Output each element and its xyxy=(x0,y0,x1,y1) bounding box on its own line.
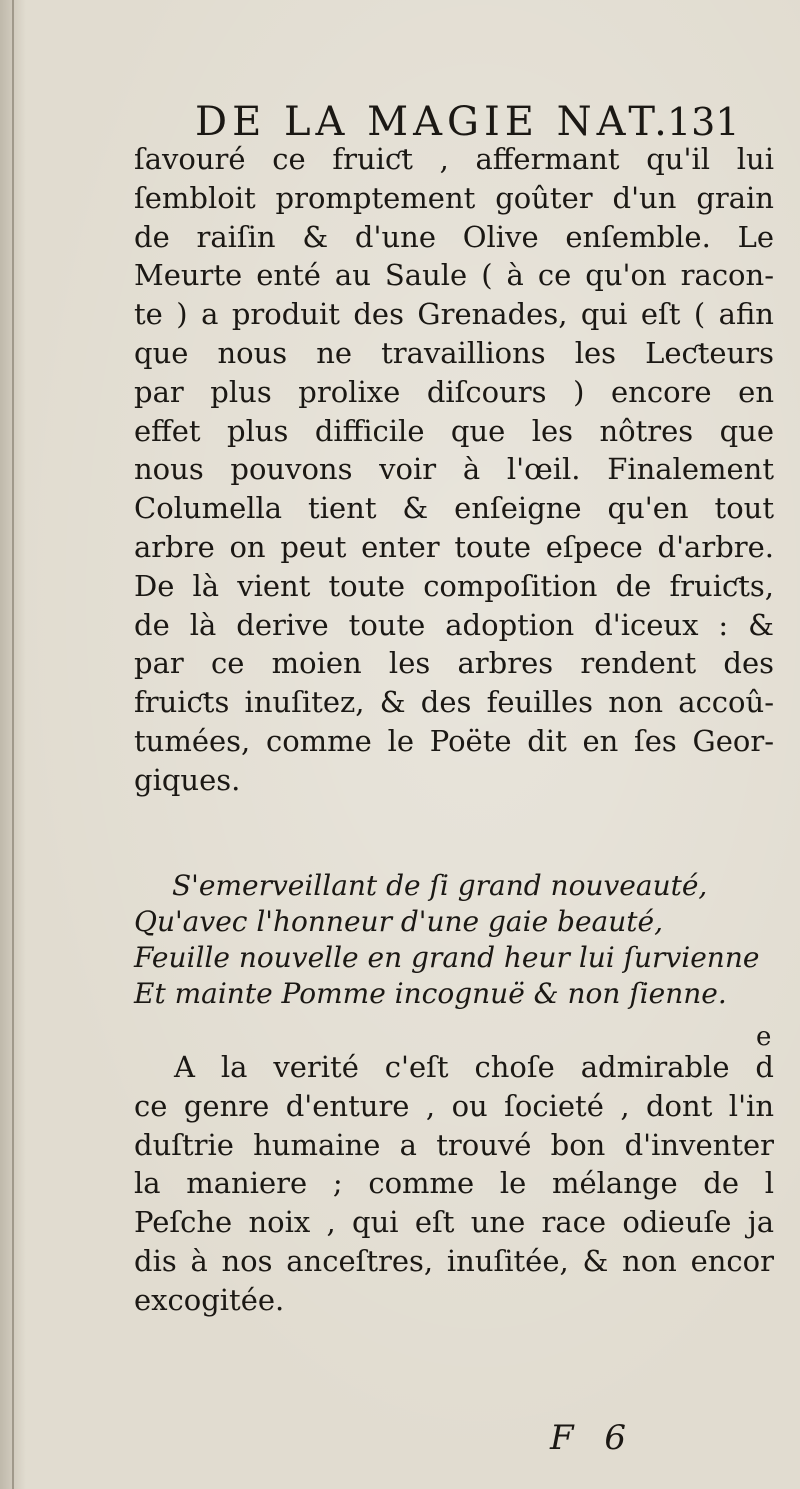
verse-quotation xyxy=(134,868,774,1012)
text-line: duſtrie humaine a trouvé bon d'inventer xyxy=(134,1127,774,1162)
text-line: par ce moien les arbres rendent des xyxy=(134,646,774,681)
text-line: Columella tient & enſeigne qu'en tout xyxy=(134,491,774,526)
page-number: 131 xyxy=(667,100,740,144)
text-line: que nous ne travaillions les Leƈteurs xyxy=(134,335,774,370)
text-line: arbre on peut enter toute eſpece d'arbre. xyxy=(134,529,774,564)
text-line: la maniere ; comme le mélange de l xyxy=(134,1166,774,1201)
text-line: nous pouvons voir à l'œil. Finalement xyxy=(134,452,774,487)
text-line: de là derive toute adoption d'iceux : & xyxy=(134,607,774,642)
text-line: de raiſin & d'une Olive enſemble. Le xyxy=(134,219,774,254)
running-head: DE LA MAGIE NAT. xyxy=(195,99,672,145)
text-line: giques. xyxy=(134,762,241,797)
stray-letter: e xyxy=(756,1022,772,1052)
page-header xyxy=(195,98,775,146)
text-line: te ) a produit des Grenades, qui eſt ( afin xyxy=(134,297,774,332)
text-line: De là vient toute compoſition de fruiƈts, xyxy=(134,568,774,603)
text-line: tumées, comme le Poëte dit en ſes Geor- xyxy=(134,723,774,758)
text-line: effet plus difficile que les nôtres que xyxy=(134,413,774,448)
verse-line: S'emerveillant de ſi grand nouveauté, xyxy=(172,869,708,902)
text-line: Peſche noix , qui eſt une race odieuſe ja xyxy=(134,1205,774,1240)
text-line: dis à nos anceſtres, inuſitée, & non encor xyxy=(134,1243,774,1278)
text-line: ce genre d'enture , ou ſocieté , dont l'in xyxy=(134,1088,774,1123)
verse-line: Feuille nouvelle en grand heur lui ſurvienne xyxy=(134,941,760,974)
paragraph-2 xyxy=(134,1048,774,1320)
text-line: ſavouré ce fruiƈt , affermant qu'il lui xyxy=(134,142,774,176)
text-line: par plus prolixe diſcours ) encore en xyxy=(134,374,774,409)
verse-line: Qu'avec l'honneur d'une gaie beauté, xyxy=(134,905,663,938)
text-line: ſembloit promptement goûter d'un grain xyxy=(134,180,774,215)
text-line: excogitée. xyxy=(134,1282,285,1317)
signature-mark: F 6 xyxy=(550,1418,637,1458)
paragraph-1 xyxy=(134,140,774,800)
gutter-line xyxy=(12,0,14,1489)
text-line: Meurte enté au Saule ( à ce qu'on racon- xyxy=(134,258,774,293)
text-line: A la verité c'eſt choſe admirable d xyxy=(174,1050,774,1084)
verse-line: Et mainte Pomme incognuë & non ſienne. xyxy=(134,977,727,1010)
text-line: fruiƈts inuſitez, & des feuilles non accoû- xyxy=(134,685,774,720)
